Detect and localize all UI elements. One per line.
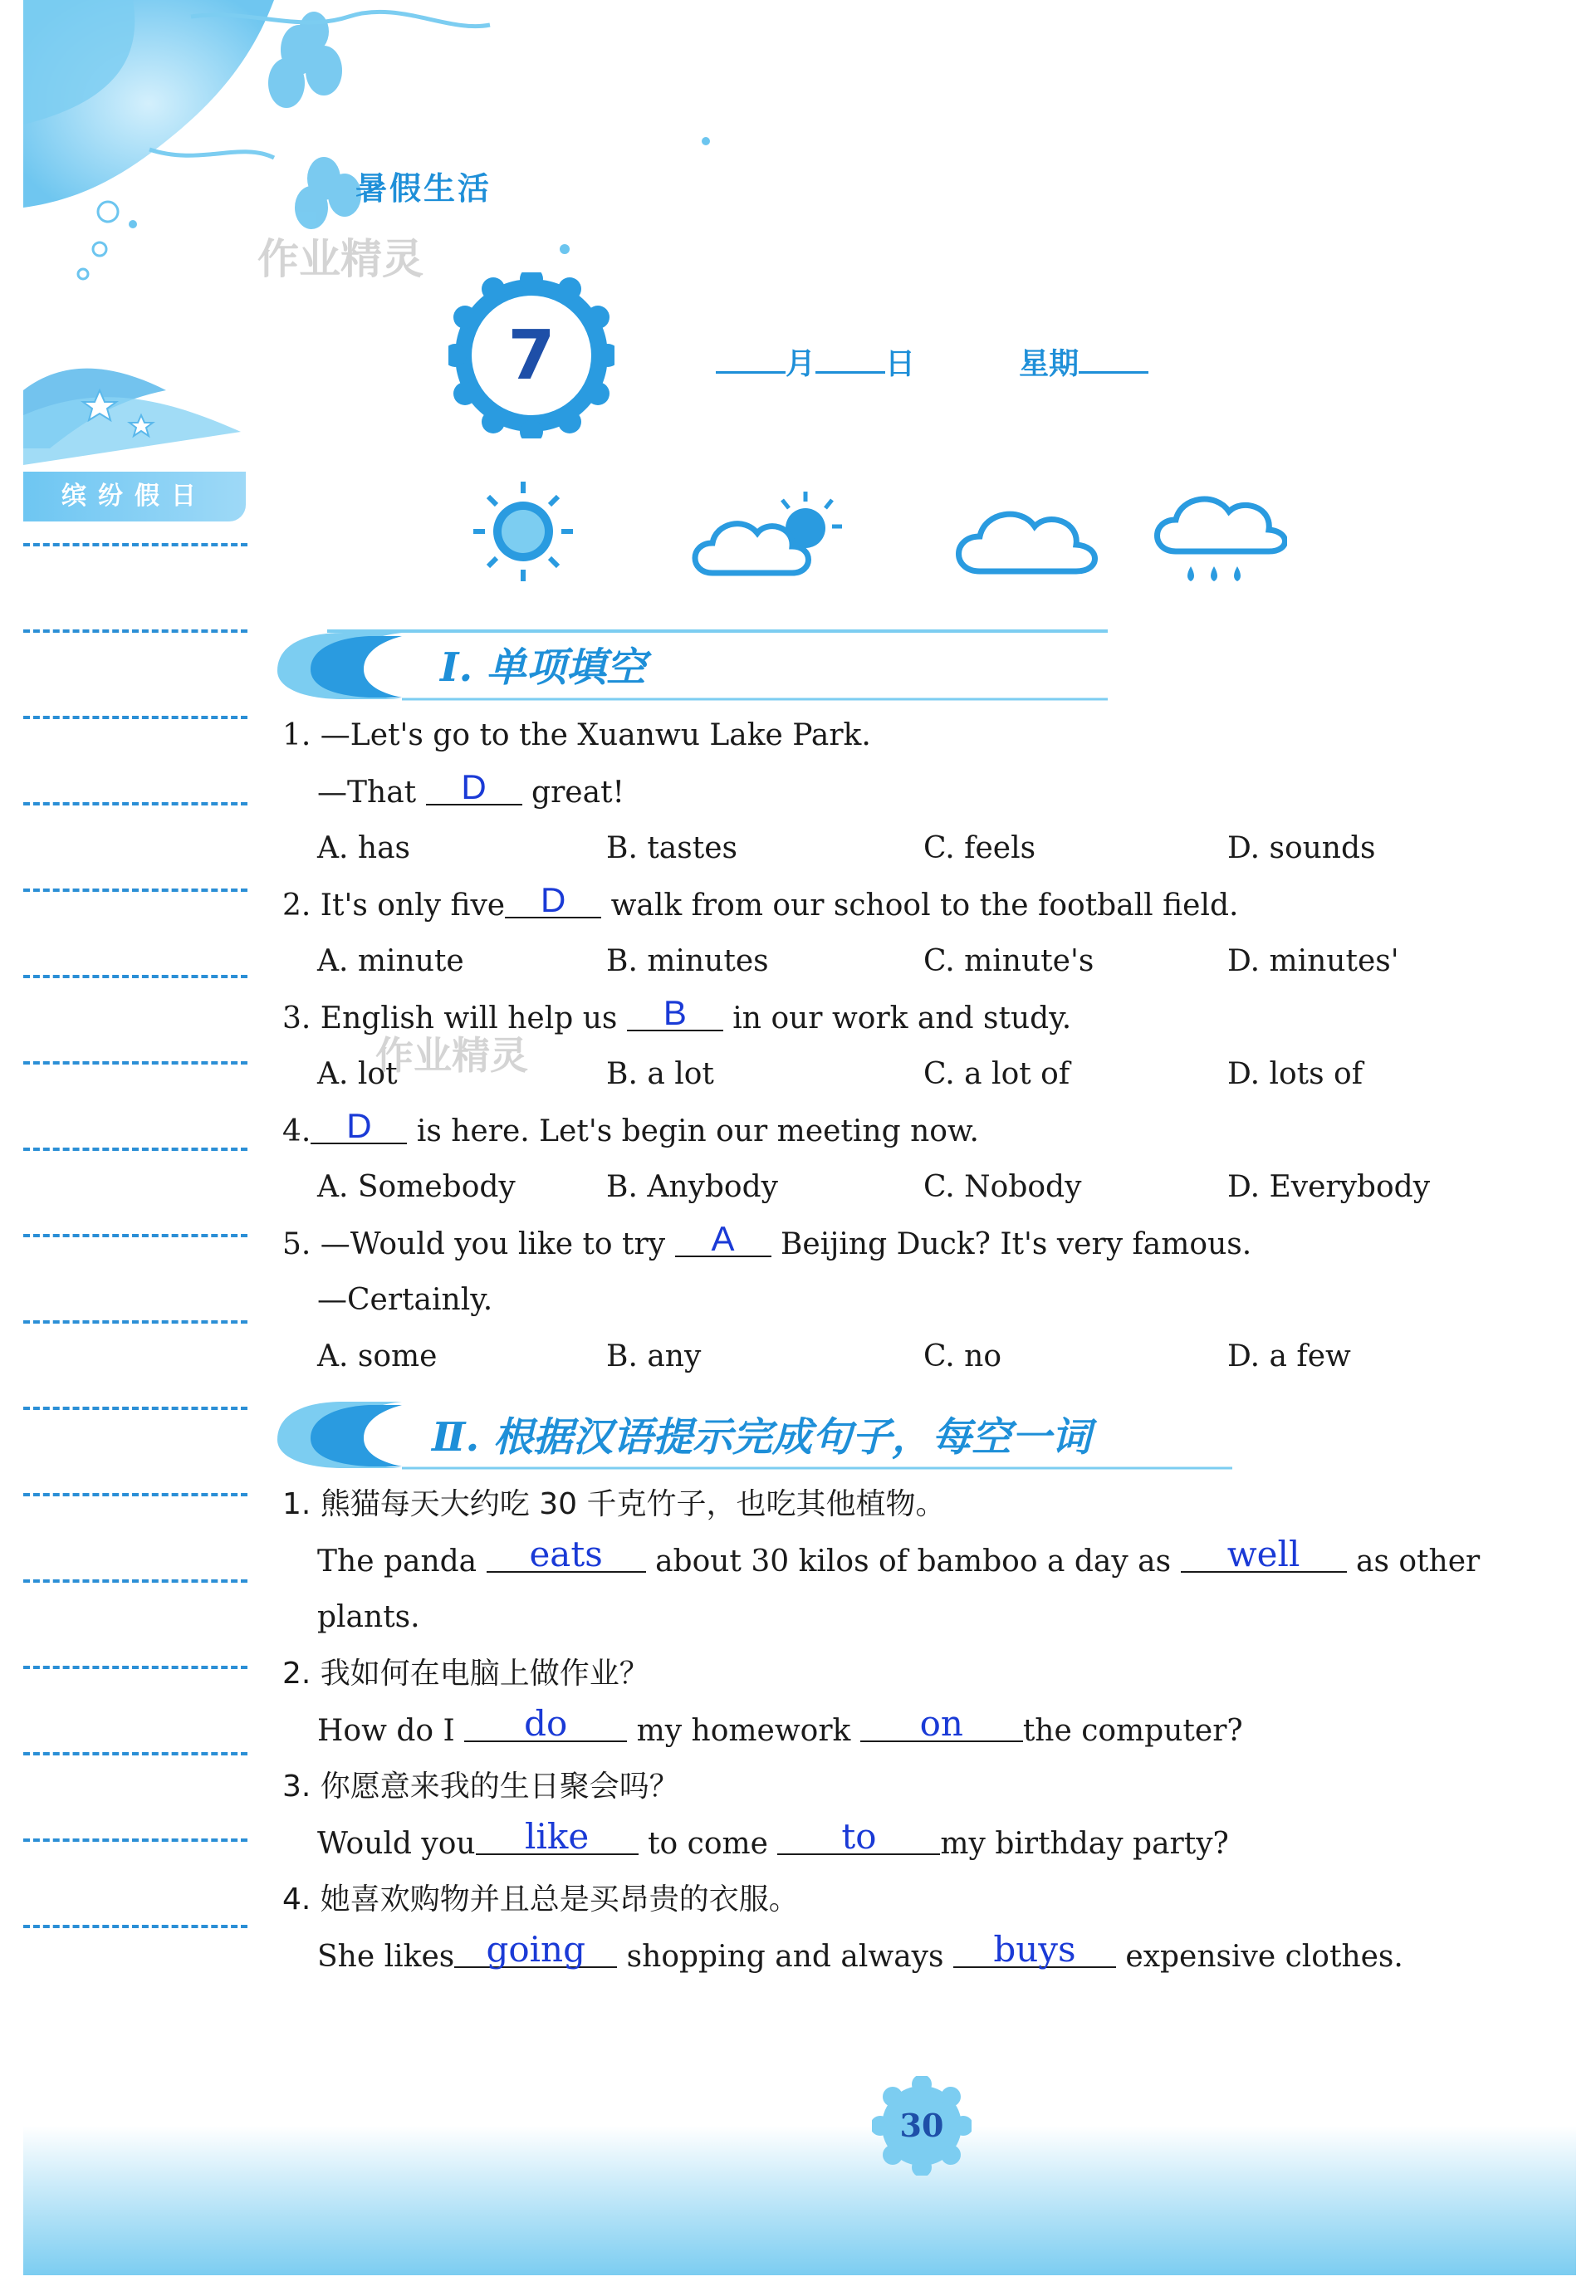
margin-dash xyxy=(23,1925,247,1928)
answer-blank[interactable]: do xyxy=(464,1707,627,1742)
item-2-sentence: How do I do my homework on the computer? xyxy=(317,1703,1243,1748)
weekday-blank[interactable] xyxy=(1079,346,1148,374)
option: B. tastes xyxy=(606,831,737,865)
item-3-sentence: Would you like to come to my birthday party? xyxy=(317,1816,1229,1861)
day-label: 日 xyxy=(885,347,916,381)
question-5-reply: —Certainly. xyxy=(317,1283,493,1317)
option: A. has xyxy=(317,831,411,865)
page-number: 30 xyxy=(899,2107,944,2144)
answer-blank[interactable]: D xyxy=(311,1109,407,1144)
option: D. lots of xyxy=(1227,1057,1363,1091)
option: A. lot xyxy=(317,1057,398,1091)
margin-dash xyxy=(23,1838,247,1842)
question-1-stem: 1. —Let's go to the Xuanwu Lake Park. xyxy=(282,718,871,752)
answer-blank[interactable]: like xyxy=(476,1820,639,1855)
weekday-label: 星期 xyxy=(1019,347,1080,381)
partly-cloudy-icon[interactable] xyxy=(695,492,842,573)
option: D. Everybody xyxy=(1227,1170,1431,1204)
date-line xyxy=(716,340,1148,383)
item-1-sentence: The panda eats about 30 kilos of bamboo a day as well as other xyxy=(317,1534,1481,1579)
option: A. minute xyxy=(317,944,464,978)
margin-dash xyxy=(23,1493,247,1496)
rain-icon[interactable] xyxy=(1158,499,1285,581)
margin-dash xyxy=(23,1407,247,1410)
footer-band xyxy=(23,2126,1576,2275)
answer-blank[interactable]: to xyxy=(777,1820,940,1855)
answer-blank[interactable]: buys xyxy=(953,1933,1116,1968)
option: A. some xyxy=(317,1339,438,1373)
question-3-stem: 3. English will help us B in our work and study. xyxy=(282,993,1072,1035)
option: A. Somebody xyxy=(317,1170,516,1204)
answer-blank[interactable]: A xyxy=(675,1222,771,1257)
margin-dash xyxy=(23,1061,247,1065)
margin-dash xyxy=(23,1234,247,1237)
option: B. Anybody xyxy=(606,1170,778,1204)
day-number: 7 xyxy=(507,316,556,395)
day-blank[interactable] xyxy=(815,346,885,374)
option: B. minutes xyxy=(606,944,769,978)
option: C. minute's xyxy=(923,944,1094,978)
item-3-chinese: 3. 你愿意来我的生日聚会吗？ xyxy=(282,1770,679,1804)
item-1-tail: plants. xyxy=(317,1600,420,1634)
sidebar-badge: 缤纷假日 xyxy=(23,472,246,521)
item-1-chinese: 1. 熊猫每天大约吃 30 千克竹子，也吃其他植物。 xyxy=(282,1487,946,1521)
item-4-chinese: 4. 她喜欢购物并且总是买昂贵的衣服。 xyxy=(282,1882,799,1917)
option: D. minutes' xyxy=(1227,944,1399,978)
month-label: 月 xyxy=(786,347,816,381)
day-number-badge xyxy=(448,272,614,438)
answer-blank[interactable]: eats xyxy=(487,1538,646,1573)
page-header-title: 暑假生活 xyxy=(355,170,492,207)
option: D. sounds xyxy=(1227,831,1376,865)
answer-blank[interactable]: D xyxy=(426,771,522,805)
answer-blank[interactable]: well xyxy=(1181,1538,1347,1573)
margin-dash xyxy=(23,889,247,892)
margin-dash xyxy=(23,1666,247,1669)
answer-blank[interactable]: D xyxy=(505,884,601,918)
margin-dash xyxy=(23,802,247,805)
margin-dash xyxy=(23,629,247,633)
item-2-chinese: 2. 我如何在电脑上做作业？ xyxy=(282,1657,649,1691)
margin-dash xyxy=(23,716,247,719)
item-4-sentence: She likes going shopping and always buys expensive clothes. xyxy=(317,1929,1403,1974)
question-4-stem: 4. D is here. Let's begin our meeting now. xyxy=(282,1106,979,1148)
section-header-bar xyxy=(277,629,1108,704)
weather-icons xyxy=(448,473,1287,598)
section-2-title: Ⅱ. 根据汉语提示完成句子，每空一词 xyxy=(432,1414,1091,1461)
section-1-title: Ⅰ. 单项填空 xyxy=(440,644,646,691)
margin-dash xyxy=(23,1148,247,1151)
sun-icon[interactable] xyxy=(473,482,573,581)
question-1-reply: —That D great! xyxy=(317,767,625,810)
watermark: 作业精灵 xyxy=(257,235,423,283)
question-5-stem: 5. —Would you like to try A Beijing Duck? It's very famous. xyxy=(282,1219,1252,1261)
answer-blank[interactable]: B xyxy=(627,996,723,1031)
option: C. Nobody xyxy=(923,1170,1082,1204)
month-blank[interactable] xyxy=(716,346,786,374)
margin-dash xyxy=(23,543,247,546)
answer-blank[interactable]: on xyxy=(860,1707,1023,1742)
question-2-stem: 2. It's only five D walk from our school to the football field. xyxy=(282,880,1239,923)
option: D. a few xyxy=(1227,1339,1351,1373)
watermark: 作业精灵 xyxy=(375,1033,528,1078)
option: C. feels xyxy=(923,831,1036,865)
option: C. a lot of xyxy=(923,1057,1070,1091)
margin-dash xyxy=(23,975,247,978)
option: C. no xyxy=(923,1339,1002,1373)
margin-dash xyxy=(23,1579,247,1583)
answer-blank[interactable]: going xyxy=(454,1933,617,1968)
cloud-icon[interactable] xyxy=(959,514,1095,571)
option: B. any xyxy=(606,1339,702,1373)
option: B. a lot xyxy=(606,1057,714,1091)
margin-dash xyxy=(23,1752,247,1755)
margin-dash xyxy=(23,1320,247,1324)
